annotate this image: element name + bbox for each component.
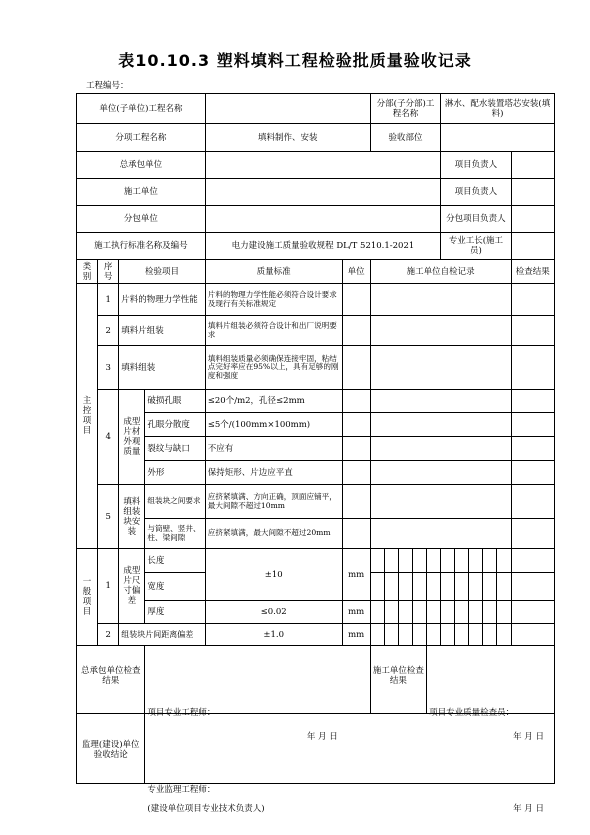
main-row-standard: 填料片组装必须符合设计和出厂说明要求 [205, 316, 342, 346]
general-row-result[interactable] [511, 624, 554, 646]
general-subrow-result[interactable] [511, 549, 554, 573]
standard-value: 电力建设施工质量验收规程 DL/T 5210.1-2021 [205, 233, 440, 260]
const-pm-value[interactable] [511, 179, 554, 206]
main-row-group: 填料组装块安装 [119, 485, 145, 549]
general-row-group: 成型片尺寸偏差 [119, 549, 145, 624]
main-subrow-standard: 不应有 [205, 437, 342, 461]
gc-date: 年 月 日 [306, 731, 338, 742]
gc-check-cell[interactable] [145, 646, 370, 742]
const-check-cell[interactable] [427, 646, 555, 742]
supervision-cell[interactable] [145, 714, 555, 814]
main-subrow-unit[interactable] [342, 461, 370, 485]
gc-check-label: 总承包单位检查结果 [77, 646, 145, 714]
main-subrow-item: 孔眼分散度 [145, 413, 205, 437]
main-subrow-standard: ≤20个/m2，孔径≤2mm [205, 390, 342, 413]
general-category-label: 一般项目 [77, 549, 98, 646]
sub-pm-label: 分包项目负责人 [441, 206, 511, 233]
supervision-date: 年 月 日 [513, 803, 544, 814]
main-row-seq: 4 [98, 390, 119, 485]
main-subrow-item: 组装块之间要求 [145, 485, 205, 519]
main-row-result[interactable] [511, 284, 554, 316]
construction-unit-value[interactable] [205, 179, 440, 206]
main-subrow-unit[interactable] [342, 519, 370, 549]
const-check-label: 施工单位检查结果 [370, 646, 426, 714]
main-row-item: 片料的物理力学性能 [119, 284, 206, 316]
project-number-label: 工程编号： [86, 81, 129, 91]
main-subrow-result[interactable] [511, 413, 554, 437]
general-subrow-unit: mm [342, 601, 370, 624]
main-category-label: 主控项目 [77, 284, 98, 549]
general-row-item: 组装块片间距离偏差 [119, 624, 206, 646]
gc-pm-label: 项目负责人 [441, 152, 511, 179]
general-contractor-value[interactable] [205, 152, 440, 179]
part-project-label: 分部(子分部)工程名称 [370, 94, 440, 124]
construction-unit-label: 施工单位 [77, 179, 206, 206]
subcontractor-label: 分包单位 [77, 206, 206, 233]
accept-part-label: 验收部位 [370, 124, 440, 152]
main-subrow-self-check[interactable] [370, 390, 511, 413]
main-row-result[interactable] [511, 346, 554, 390]
general-row-standard: ±1.0 [205, 624, 342, 646]
general-subrow-item: 宽度 [145, 573, 205, 601]
main-row-item: 填料组装 [119, 346, 206, 390]
main-subrow-item: 裂纹与缺口 [145, 437, 205, 461]
main-row-unit[interactable] [342, 284, 370, 316]
col-result: 检查结果 [511, 260, 554, 284]
main-subrow-self-check[interactable] [370, 461, 511, 485]
main-row-seq: 1 [98, 284, 119, 316]
main-subrow-standard: 保持矩形、片边应平直 [205, 461, 342, 485]
general-subrow-item: 厚度 [145, 601, 205, 624]
page-title: 表10.10.3 塑料填料工程检验批质量验收记录 [118, 51, 472, 70]
main-row-seq: 3 [98, 346, 119, 390]
const-pm-label: 项目负责人 [441, 179, 511, 206]
inspection-record-table [76, 93, 555, 814]
main-row-standard: 片料的物理力学性能必须符合设计要求及现行有关标准规定 [205, 284, 342, 316]
main-subrow-item: 破损孔眼 [145, 390, 205, 413]
main-subrow-unit[interactable] [342, 485, 370, 519]
main-row-seq: 5 [98, 485, 119, 549]
main-subrow-self-check[interactable] [370, 485, 511, 519]
supervision-engineer-label: 专业监理工程师： [147, 784, 216, 795]
col-seq: 序号 [98, 260, 119, 284]
general-subrow-standard: ≤0.02 [205, 601, 342, 624]
main-row-item: 填料片组装 [119, 316, 206, 346]
accept-part-value[interactable] [441, 124, 555, 152]
const-date: 年 月 日 [513, 731, 544, 742]
main-subrow-item: 与筒壁、竖井、柱、梁间隙 [145, 519, 205, 549]
main-row-unit[interactable] [342, 316, 370, 346]
unit-project-value[interactable] [205, 94, 370, 124]
main-subrow-result[interactable] [511, 461, 554, 485]
main-subrow-standard: 应挤紧填满、方向正确，顶面应铺平，最大间隙不超过10mm [205, 485, 342, 519]
general-row-seq: 1 [98, 549, 119, 624]
standard-label: 施工执行标准名称及编号 [77, 233, 206, 260]
main-row-self-check[interactable] [370, 346, 511, 390]
subcontractor-value[interactable] [205, 206, 440, 233]
sub-pm-value[interactable] [511, 206, 554, 233]
main-subrow-unit[interactable] [342, 390, 370, 413]
col-item: 检验项目 [119, 260, 206, 284]
main-subrow-unit[interactable] [342, 413, 370, 437]
general-row-unit: mm [342, 624, 370, 646]
main-subrow-self-check[interactable] [370, 519, 511, 549]
main-subrow-self-check[interactable] [370, 413, 511, 437]
col-self-check: 施工单位自检记录 [370, 260, 511, 284]
main-row-standard: 填料组装质量必须确保连接牢固，粘结点完好率应在95%以上，具有足够的刚度和强度 [205, 346, 342, 390]
main-subrow-standard: 应挤紧填满，最大间隙不超过20mm [205, 519, 342, 549]
main-row-result[interactable] [511, 316, 554, 346]
general-subrow-result[interactable] [511, 601, 554, 624]
general-row-seq: 2 [98, 624, 119, 646]
gc-pm-value[interactable] [511, 152, 554, 179]
foreman-value[interactable] [511, 233, 554, 260]
general-contractor-label: 总承包单位 [77, 152, 206, 179]
general-subrow-result[interactable] [511, 573, 554, 601]
main-subrow-standard: ≤5个/(100mm×100mm) [205, 413, 342, 437]
main-subrow-result[interactable] [511, 437, 554, 461]
length-width-standard: ±10 [205, 549, 342, 601]
main-subrow-result[interactable] [511, 519, 554, 549]
unit-project-label: 单位(子单位)工程名称 [77, 94, 206, 124]
main-row-unit[interactable] [342, 346, 370, 390]
main-row-group: 成型片材外观质量 [119, 390, 145, 485]
main-subrow-item: 外形 [145, 461, 205, 485]
owner-tech-lead-label: (建设单位项目专业技术负责人) [147, 803, 265, 814]
col-unit: 单位 [342, 260, 370, 284]
general-subrow-item: 长度 [145, 549, 205, 573]
col-category: 类别 [77, 260, 98, 284]
main-row-self-check[interactable] [370, 316, 511, 346]
main-subrow-result[interactable] [511, 485, 554, 519]
main-subrow-self-check[interactable] [370, 437, 511, 461]
subitem-project-value[interactable]: 填料制作、安装 [205, 124, 370, 152]
foreman-label: 专业工长(施工员) [441, 233, 511, 260]
gc-engineer-label: 项目专业工程师： [147, 707, 216, 718]
subitem-project-label: 分项工程名称 [77, 124, 206, 152]
main-subrow-result[interactable] [511, 390, 554, 413]
main-row-self-check[interactable] [370, 284, 511, 316]
length-width-unit: mm [342, 549, 370, 601]
const-inspector-label: 项目专业质量检查员： [429, 707, 515, 718]
main-row-seq: 2 [98, 316, 119, 346]
main-subrow-unit[interactable] [342, 437, 370, 461]
part-project-value[interactable]: 淋水、配水装置塔芯安装(填料) [441, 94, 555, 124]
supervision-label: 监理(建设)单位验收结论 [77, 714, 145, 784]
col-standard: 质量标准 [205, 260, 342, 284]
